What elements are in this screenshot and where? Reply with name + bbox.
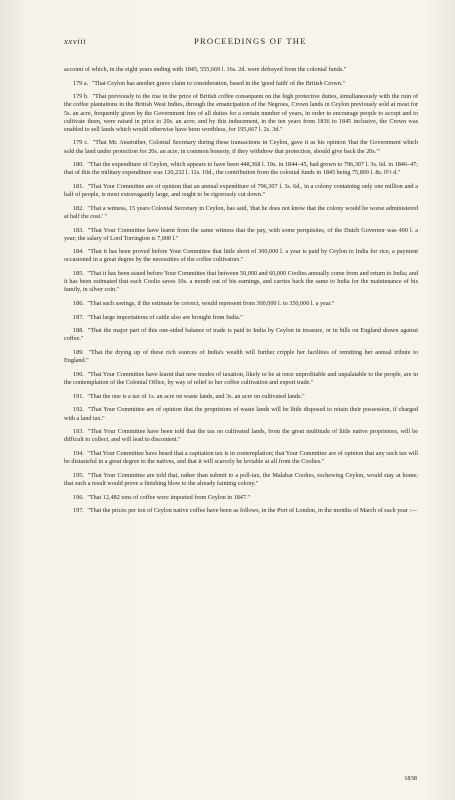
paragraph: [64, 327, 418, 343]
paragraph-text: "That the prices per ton of Ceylon native coffee have been as follows, in the Port of London, in the months of March of each year :—: [87, 507, 418, 515]
page-header: [64, 36, 415, 50]
paragraph-number: 180.: [73, 161, 84, 169]
paragraph: [64, 349, 418, 365]
paragraph-text: "That such savings, if the estimate be correct, would represent from 300,000 l. to 350,000 l. a year.": [87, 300, 335, 307]
paragraph-number: 179 c.: [73, 139, 89, 147]
paragraph-number: 187.: [73, 313, 84, 321]
paragraph-text: "That it has been proved before Your Committee that little short of 300,000 l. a year is paid by Ceylon to India for rice, a payment occasioned in a great degree by the necessities of the coffee cultivators.": [64, 248, 419, 264]
paragraph: [64, 472, 418, 488]
paragraph-text: "That Your Committee have been told that the tax on cultivated lands, from the great multitude of little native proprietors, will be difficult to collect, and will lead to discontent.": [64, 428, 419, 444]
paragraph-text: "That Your Committee have learnt that new modes of taxation, likely to be at once unprofitable and unpalatable to the people, are in the contemplation of the Colonial Office, by way of relief to her coffee cultivation and export trade.": [64, 370, 418, 387]
body-text: [64, 66, 418, 521]
paragraph-text: "That Ceylon has another grave claim to consideration, based in the 'good faith' of the British Crown.": [91, 79, 346, 87]
paragraph: [64, 314, 418, 322]
paragraph-number: 183.: [73, 226, 84, 234]
paragraph-number: 179 b.: [73, 93, 89, 101]
paragraph: [64, 139, 418, 155]
paragraph-text: "That Your Committee are of opinion that the proprietors of waste lands will be little disposed to retain their possession, if charged with a land tax.": [64, 406, 418, 422]
paragraph: [64, 183, 418, 199]
paragraph-number: 196.: [73, 493, 84, 501]
paragraph: [64, 80, 418, 88]
paragraph-number: 186.: [73, 300, 84, 307]
paragraph-text: "That it has been stated before Your Committee that between 50,000 and 60,000 Coolies annually come from and return to India; and it has been estimated that each Coolie saves 10s. a month out of his earnings, and carries back the same to India for the maintenance of his family, in silver coin.": [64, 270, 418, 294]
paragraph-number: 185.: [73, 270, 84, 278]
paragraph: [64, 428, 418, 444]
paragraph-number: 195.: [73, 471, 84, 479]
paragraph-text: account of which, in the eight years ending with 1845, 555,669 l. 16s. 2d. were defrayed from the colonial funds.": [64, 66, 347, 73]
paragraph-text: "That large importations of cattle also are brought from India.": [87, 313, 243, 321]
paragraph: [64, 93, 418, 133]
paragraph: [64, 406, 418, 422]
paragraph-number: 181.: [73, 183, 84, 190]
paragraph-text: "That Your Committee are told that, rather than submit to a poll-tax, the Malabar Coolies, eschewing Ceylon, would stay at home; that such a result would prove a finishing blow to the already fainting colony.": [64, 471, 419, 487]
paragraph-text: "That Mr. Anstruther, Colonial Secretary during these transactions in Ceylon, gave it as his opinion 'that the Government which sold the land under protection for 20s. an acre, in common honesty, if they withdrew that protection, should give back the 20s.'": [64, 139, 419, 155]
paragraph-number: 188.: [73, 327, 84, 335]
paragraph-text: "That the expenditure of Ceylon, which appears to have been 448,368 l. 19s. in 1844–45, had grown to 796,307 l. 3s. 6d. in 1846–47; that of this the military expenditure was 120,232 l. 11s. 10d., the contribution from the colonial funds in 1845 being 75,899 l. 8s. 0½ d.": [64, 161, 418, 177]
running-head: PROCEEDINGS OF THE: [194, 36, 307, 46]
paragraph: [64, 494, 418, 502]
paragraph-number: 193.: [73, 428, 84, 436]
paragraph: [64, 371, 418, 387]
folio-number: xxviii: [64, 36, 87, 46]
paragraph-text: "That the drying up of these rich sources of India's wealth will further cripple her facilities of remitting her annual tribute to England.": [64, 349, 418, 365]
paragraph-number: 192.: [73, 406, 84, 414]
paragraph: [64, 450, 418, 466]
paragraph-text: "That Your Committee are of opinion that an annual expenditure of 796,307 l. 3s. 6d., in a colony containing only one million and a half of people, is most extravagantly large, and ought to be rigorously cut down.": [64, 183, 419, 199]
paragraph: [64, 300, 418, 308]
paragraph: [64, 507, 418, 515]
paragraph-number: 191.: [73, 392, 84, 400]
paragraph: [64, 270, 418, 294]
paragraph-text: "That 12,482 tons of coffee were imported from Ceylon in 1847.": [87, 493, 251, 501]
paragraph: [64, 227, 418, 243]
paragraph-number: 184.: [73, 248, 84, 256]
paragraph-number: 189.: [73, 349, 84, 357]
paragraph-text: "That Your Committee have heard that a capitation tax is in contemplation; that Your Committee are of opinion that any such tax will be distasteful in a great degree to the natives, and that it will scarcely be leviable at all from the Coolies.": [64, 449, 418, 466]
paragraph-text: "That a witness, 15 years Colonial Secretary in Ceylon, has said, 'that he does not know that the colony would be worse administered at half the cost.' ": [64, 204, 418, 220]
paragraph-text: "That the one is a tax of 1s. an acre on waste lands, and 3s. an acre on cultivated lands.": [87, 392, 305, 400]
paragraph-number: 179 a.: [73, 79, 89, 87]
paragraph-number: 182.: [73, 204, 84, 212]
paragraph: [64, 205, 418, 221]
paragraph: [64, 248, 418, 264]
paragraph: [64, 161, 418, 177]
paragraph-number: 194.: [73, 449, 84, 457]
paragraph-text: "That previously to the rise in the price of British coffee consequent on the high protective duties, simultaneously with the ruin of the coffee plantations in the British West Indies, through the emancipation of the Negroes, Crown lands in Ceylon previously sold at most for 5s. an acre, frequently given by the Government free of all duties for a certain number of years, in order to encourage people to accept and to cultivate them, were raised in price to 20s. an acre; and by this inducement, in the ten years from 1836 to 1845 inclusive, the Crown was enabled to sell lands which would otherwise have been worthless, for 195,667 l. 2s. 3d.": [64, 93, 418, 133]
paragraph-number: 197.: [73, 507, 84, 515]
catchword: 1838: [404, 775, 417, 782]
paragraph: [64, 393, 418, 401]
paragraph-number: 190.: [73, 370, 84, 378]
paragraph-text: "That the major part of this one-sided balance of trade is paid to India by Ceylon in treasure, or in bills on England drawn against coffee.": [64, 327, 418, 343]
paragraph: [64, 66, 418, 74]
paragraph-text: "That Your Committee have learnt from the same witness that the pay, with some perquisites, of the Dutch Governor was 400 l. a year; the salary of Lord Torrington is 7,000 l.": [64, 226, 418, 242]
